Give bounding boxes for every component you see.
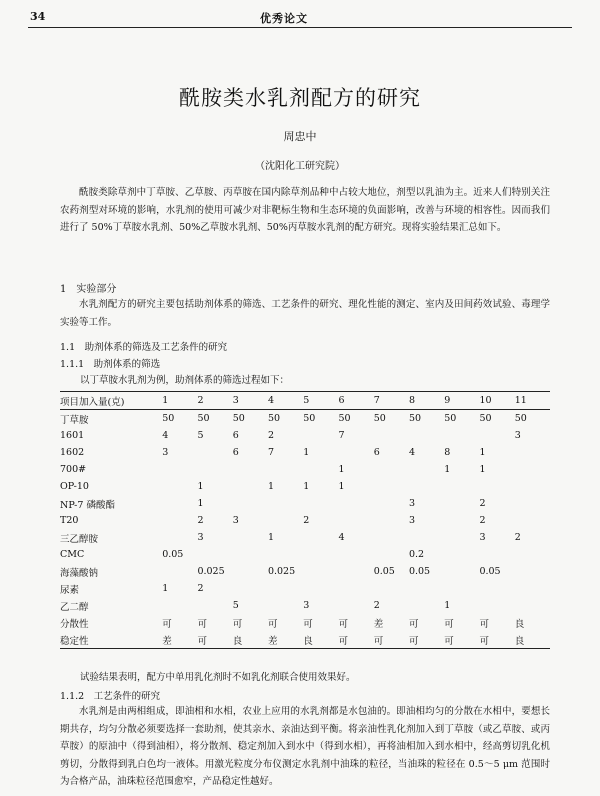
table-cell — [515, 512, 550, 529]
table-cell — [233, 546, 268, 563]
table-cell: 良 — [514, 618, 525, 630]
table-cell — [162, 512, 197, 529]
subsection-heading-1-1: 1.1 助剂体系的筛选及工艺条件的研究 — [60, 342, 228, 353]
table-row — [60, 563, 550, 580]
table-header-col: 11 — [514, 395, 527, 406]
table-cell — [197, 597, 232, 614]
table-cell — [303, 529, 338, 546]
table-cell — [268, 546, 303, 563]
table-cell: 2 — [479, 515, 486, 526]
table-cell: 3 — [232, 515, 239, 526]
table-cell: 1 — [338, 464, 345, 475]
table-cell: 1 — [338, 481, 345, 492]
table-cell — [197, 461, 232, 478]
table-cell — [338, 597, 373, 614]
table-cell: 良 — [514, 635, 525, 647]
table-cell — [374, 546, 409, 563]
table-cell: 7 — [338, 430, 345, 441]
table-row — [60, 597, 550, 614]
table-cell: 6 — [232, 430, 239, 441]
table-header-col: 4 — [267, 395, 274, 406]
table-cell: 0.05 — [479, 566, 501, 577]
table-cell: 可 — [479, 635, 489, 647]
table-cell — [374, 478, 409, 495]
table-cell: 2 — [479, 498, 486, 509]
row-label: OP-10 — [60, 481, 89, 492]
table-header-col: 8 — [408, 395, 415, 406]
table-cell: 1 — [303, 447, 310, 458]
table-cell: 4 — [338, 532, 345, 543]
table-cell — [479, 546, 514, 563]
table-cell — [374, 427, 409, 444]
page-number: 34 — [30, 10, 46, 23]
table-cell — [303, 461, 338, 478]
table-cell — [479, 427, 514, 444]
table-cell: 8 — [444, 447, 451, 458]
table-cell — [338, 512, 373, 529]
table-cell: 可 — [408, 618, 419, 630]
row-label: NP-7 磷酸酯 — [60, 499, 115, 511]
table-cell — [303, 580, 338, 597]
table-cell — [233, 495, 268, 512]
table-cell: 可 — [267, 618, 278, 630]
table-cell — [515, 546, 550, 563]
table-cell: 2 — [267, 430, 274, 441]
table-row — [60, 427, 550, 444]
table-cell — [162, 461, 197, 478]
row-label: 稳定性 — [60, 635, 89, 647]
table-cell: 1 — [444, 464, 451, 475]
table-cell: 2 — [514, 532, 521, 543]
table-cell — [409, 427, 444, 444]
table-cell: 良 — [232, 635, 243, 647]
table-cell — [409, 597, 444, 614]
table-cell: 差 — [162, 635, 172, 647]
table-cell — [374, 512, 409, 529]
table-cell: 可 — [232, 618, 243, 630]
table-cell: 1 — [303, 481, 310, 492]
section-1-paragraph: 水乳剂配方的研究主要包括助剂体系的筛选、工艺条件的研究、理化性能的测定、室内及田间药效试验、毒理学实验等工作。 — [60, 299, 550, 328]
paper-title: 酰胺类水乳剂配方的研究 — [179, 86, 421, 110]
table-cell: 3 — [162, 447, 169, 458]
row-label: 三乙醇胺 — [60, 533, 99, 545]
row-label: CMC — [60, 549, 85, 560]
table-header-row — [60, 392, 550, 410]
table-cell: 0.05 — [162, 549, 184, 560]
process-paragraph: 水乳剂是由两相组成，即油相和水相，农业上应用的水乳剂都是水包油的。即油相均匀的分散在水相中，要想长期共存，均匀分散必须要选择一套助剂，使其亲水、亲油达到平衡。将亲油性乳化剂加入到丁草胺（或乙草胺、或丙草胺）的原油中（得到油相），将分散剂、稳定剂加入到水中（得到水相），再将油相加入到水相中，经高剪切乳化机剪切，分散得到乳白色均一液体。用激光粒度分布仪测定水乳剂中油珠的粒径，当油珠的粒径在 0.5～5 μm 范围时为合格产品，油珠粒径范围愈窄，产品稳定性越好。 — [60, 706, 550, 787]
table-cell — [162, 495, 197, 512]
table-cell: 可 — [197, 618, 207, 630]
table-row — [60, 478, 550, 495]
table-cell — [233, 580, 268, 597]
table-cell: 50 — [197, 413, 210, 424]
journal-name: 优秀论文 — [260, 12, 308, 25]
table-cell — [515, 580, 550, 597]
table-header-col: 5 — [303, 395, 310, 406]
table-cell — [268, 597, 303, 614]
table-cell: 1 — [479, 464, 486, 475]
table-cell: 2 — [197, 515, 204, 526]
table-row — [60, 444, 550, 461]
table-cell: 50 — [479, 413, 492, 424]
table-cell: 50 — [444, 413, 457, 424]
subsection-heading-1-1-1: 1.1.1 助剂体系的筛选 — [60, 359, 161, 370]
table-cell: 可 — [444, 635, 454, 647]
table-cell — [479, 597, 514, 614]
table-cell — [444, 427, 479, 444]
table-header-col: 9 — [444, 395, 451, 406]
table-cell: 3 — [303, 600, 310, 611]
table-cell — [374, 461, 409, 478]
table-row — [60, 580, 550, 597]
table-cell: 5 — [232, 600, 239, 611]
table-cell — [515, 563, 550, 580]
table-cell: 4 — [162, 430, 169, 441]
table-cell: 0.025 — [267, 566, 296, 577]
table-cell: 3 — [408, 498, 415, 509]
table-cell — [479, 478, 514, 495]
table-cell: 50 — [232, 413, 245, 424]
table-cell: 0.025 — [197, 566, 225, 577]
row-label: 1601 — [60, 430, 85, 441]
table-cell: 3 — [479, 532, 486, 543]
table-cell: 可 — [338, 618, 348, 630]
table-cell: 差 — [373, 618, 384, 630]
table-cell: 6 — [373, 447, 380, 458]
table-cell — [162, 529, 197, 546]
row-label: 700# — [60, 464, 87, 475]
table-cell — [233, 563, 268, 580]
table-cell: 1 — [444, 600, 451, 611]
table-cell — [444, 546, 479, 563]
table-cell — [479, 580, 514, 597]
table-row — [60, 529, 550, 546]
table-cell: 50 — [514, 413, 527, 424]
table-cell — [374, 495, 409, 512]
table-cell: 2 — [197, 583, 204, 594]
table-row — [60, 614, 550, 631]
table-cell: 1 — [197, 498, 204, 509]
table-cell — [444, 512, 479, 529]
table-cell — [338, 444, 373, 461]
table-cell: 1 — [162, 583, 169, 594]
table-cell: 4 — [408, 447, 415, 458]
table-cell: 7 — [267, 447, 274, 458]
table-cell — [409, 580, 444, 597]
table-cell — [515, 597, 550, 614]
table-cell — [268, 495, 303, 512]
table-cell — [444, 563, 479, 580]
row-label: 分散性 — [60, 618, 89, 630]
table-cell — [515, 461, 550, 478]
header-rule — [28, 27, 572, 28]
table-cell — [197, 546, 232, 563]
table-cell — [162, 563, 197, 580]
table-header-col: 7 — [373, 395, 380, 406]
table-cell: 0.05 — [373, 566, 395, 577]
table-cell — [303, 546, 338, 563]
table-cell: 可 — [373, 635, 384, 647]
table-cell — [515, 478, 550, 495]
table-cell — [303, 563, 338, 580]
table-cell — [233, 461, 268, 478]
table-cell — [444, 478, 479, 495]
author: 周忠中 — [283, 130, 317, 143]
table-cell: 0.05 — [408, 566, 431, 577]
table-cell: 50 — [267, 413, 281, 424]
table-cell: 50 — [338, 413, 351, 424]
table-cell — [515, 495, 550, 512]
table-cell: 5 — [197, 430, 204, 441]
table-cell: 可 — [479, 618, 489, 630]
table-cell: 可 — [408, 635, 419, 647]
table-cell — [374, 580, 409, 597]
abstract-paragraph: 酰胺类除草剂中丁草胺、乙草胺、丙草胺在国内除草剂品种中占较大地位，剂型以乳油为主。近来人们特别关注农药剂型对环境的影响，水乳剂的使用可减少对非靶标生物和生态环境的负面影响，改善与环境的相容性。因而我们进行了 50%丁草胺水乳剂、50%乙草胺水乳剂、50%丙草胺水乳剂的配方研究。现将实验结果汇总如下。 — [60, 187, 550, 233]
table-cell: 可 — [444, 618, 454, 630]
row-label: 海藻酸钠 — [60, 567, 99, 579]
table-row — [60, 495, 550, 512]
table-cell — [268, 512, 303, 529]
table-cell: 可 — [338, 635, 348, 647]
table-header-col: 2 — [197, 395, 204, 406]
table-cell: 可 — [162, 618, 172, 630]
table-cell — [303, 495, 338, 512]
table-cell — [268, 461, 303, 478]
table-intro: 以丁草胺水乳剂为例，助剂体系的筛选过程如下： — [80, 375, 290, 386]
table-cell — [374, 529, 409, 546]
row-label: 乙二醇 — [60, 601, 89, 613]
row-label: 1602 — [60, 447, 85, 458]
table-row — [60, 410, 550, 428]
table-cell: 1 — [267, 532, 274, 543]
table-header-col: 3 — [232, 395, 239, 406]
table-row — [60, 512, 550, 529]
table-header-item: 项目加入量(克) — [60, 396, 125, 408]
table-cell: 差 — [267, 635, 278, 647]
table-cell — [233, 529, 268, 546]
table-row — [60, 461, 550, 478]
row-label: T20 — [60, 515, 79, 526]
table-cell: 良 — [303, 635, 313, 647]
section-heading-1: 1 实验部分 — [60, 284, 117, 295]
table-cell — [515, 444, 550, 461]
table-cell — [162, 478, 197, 495]
subsection-heading-1-1-2: 1.1.2 工艺条件的研究 — [60, 691, 161, 702]
table-cell — [268, 580, 303, 597]
table-cell: 1 — [197, 481, 204, 492]
table-cell — [444, 529, 479, 546]
table-cell — [338, 563, 373, 580]
table-cell — [303, 427, 338, 444]
table-cell — [197, 444, 232, 461]
table-cell — [444, 580, 479, 597]
table-cell: 50 — [303, 413, 316, 424]
table-cell: 1 — [267, 481, 274, 492]
formulation-table — [60, 391, 550, 649]
table-cell: 50 — [162, 413, 175, 424]
table-header-col: 6 — [338, 395, 345, 406]
table-cell — [409, 461, 444, 478]
table-cell: 可 — [197, 635, 207, 647]
table-cell — [338, 580, 373, 597]
row-label: 尿素 — [60, 584, 80, 596]
table-cell: 1 — [479, 447, 486, 458]
table-cell: 6 — [232, 447, 239, 458]
table-cell — [444, 495, 479, 512]
table-header-col: 1 — [162, 395, 169, 406]
table-cell: 3 — [408, 515, 415, 526]
affiliation: （沈阳化工研究院） — [255, 161, 345, 172]
table-cell: 可 — [303, 618, 313, 630]
table-cell: 3 — [197, 532, 204, 543]
table-cell — [162, 597, 197, 614]
table-cell: 50 — [373, 413, 386, 424]
table-cell — [338, 495, 373, 512]
table-cell — [233, 478, 268, 495]
table-row — [60, 631, 550, 649]
result-sentence: 试验结果表明，配方中单用乳化剂时不如乳化剂联合使用效果好。 — [80, 672, 356, 683]
table-cell: 0.2 — [408, 549, 425, 560]
table-cell: 2 — [303, 515, 310, 526]
table-row — [60, 546, 550, 563]
row-label: 丁草胺 — [60, 414, 89, 426]
table-cell — [338, 546, 373, 563]
table-header-col: 10 — [479, 395, 492, 406]
table-cell — [409, 478, 444, 495]
table-cell: 2 — [373, 600, 380, 611]
table-cell: 50 — [408, 413, 422, 424]
table-cell — [409, 529, 444, 546]
table-cell: 3 — [514, 430, 521, 441]
